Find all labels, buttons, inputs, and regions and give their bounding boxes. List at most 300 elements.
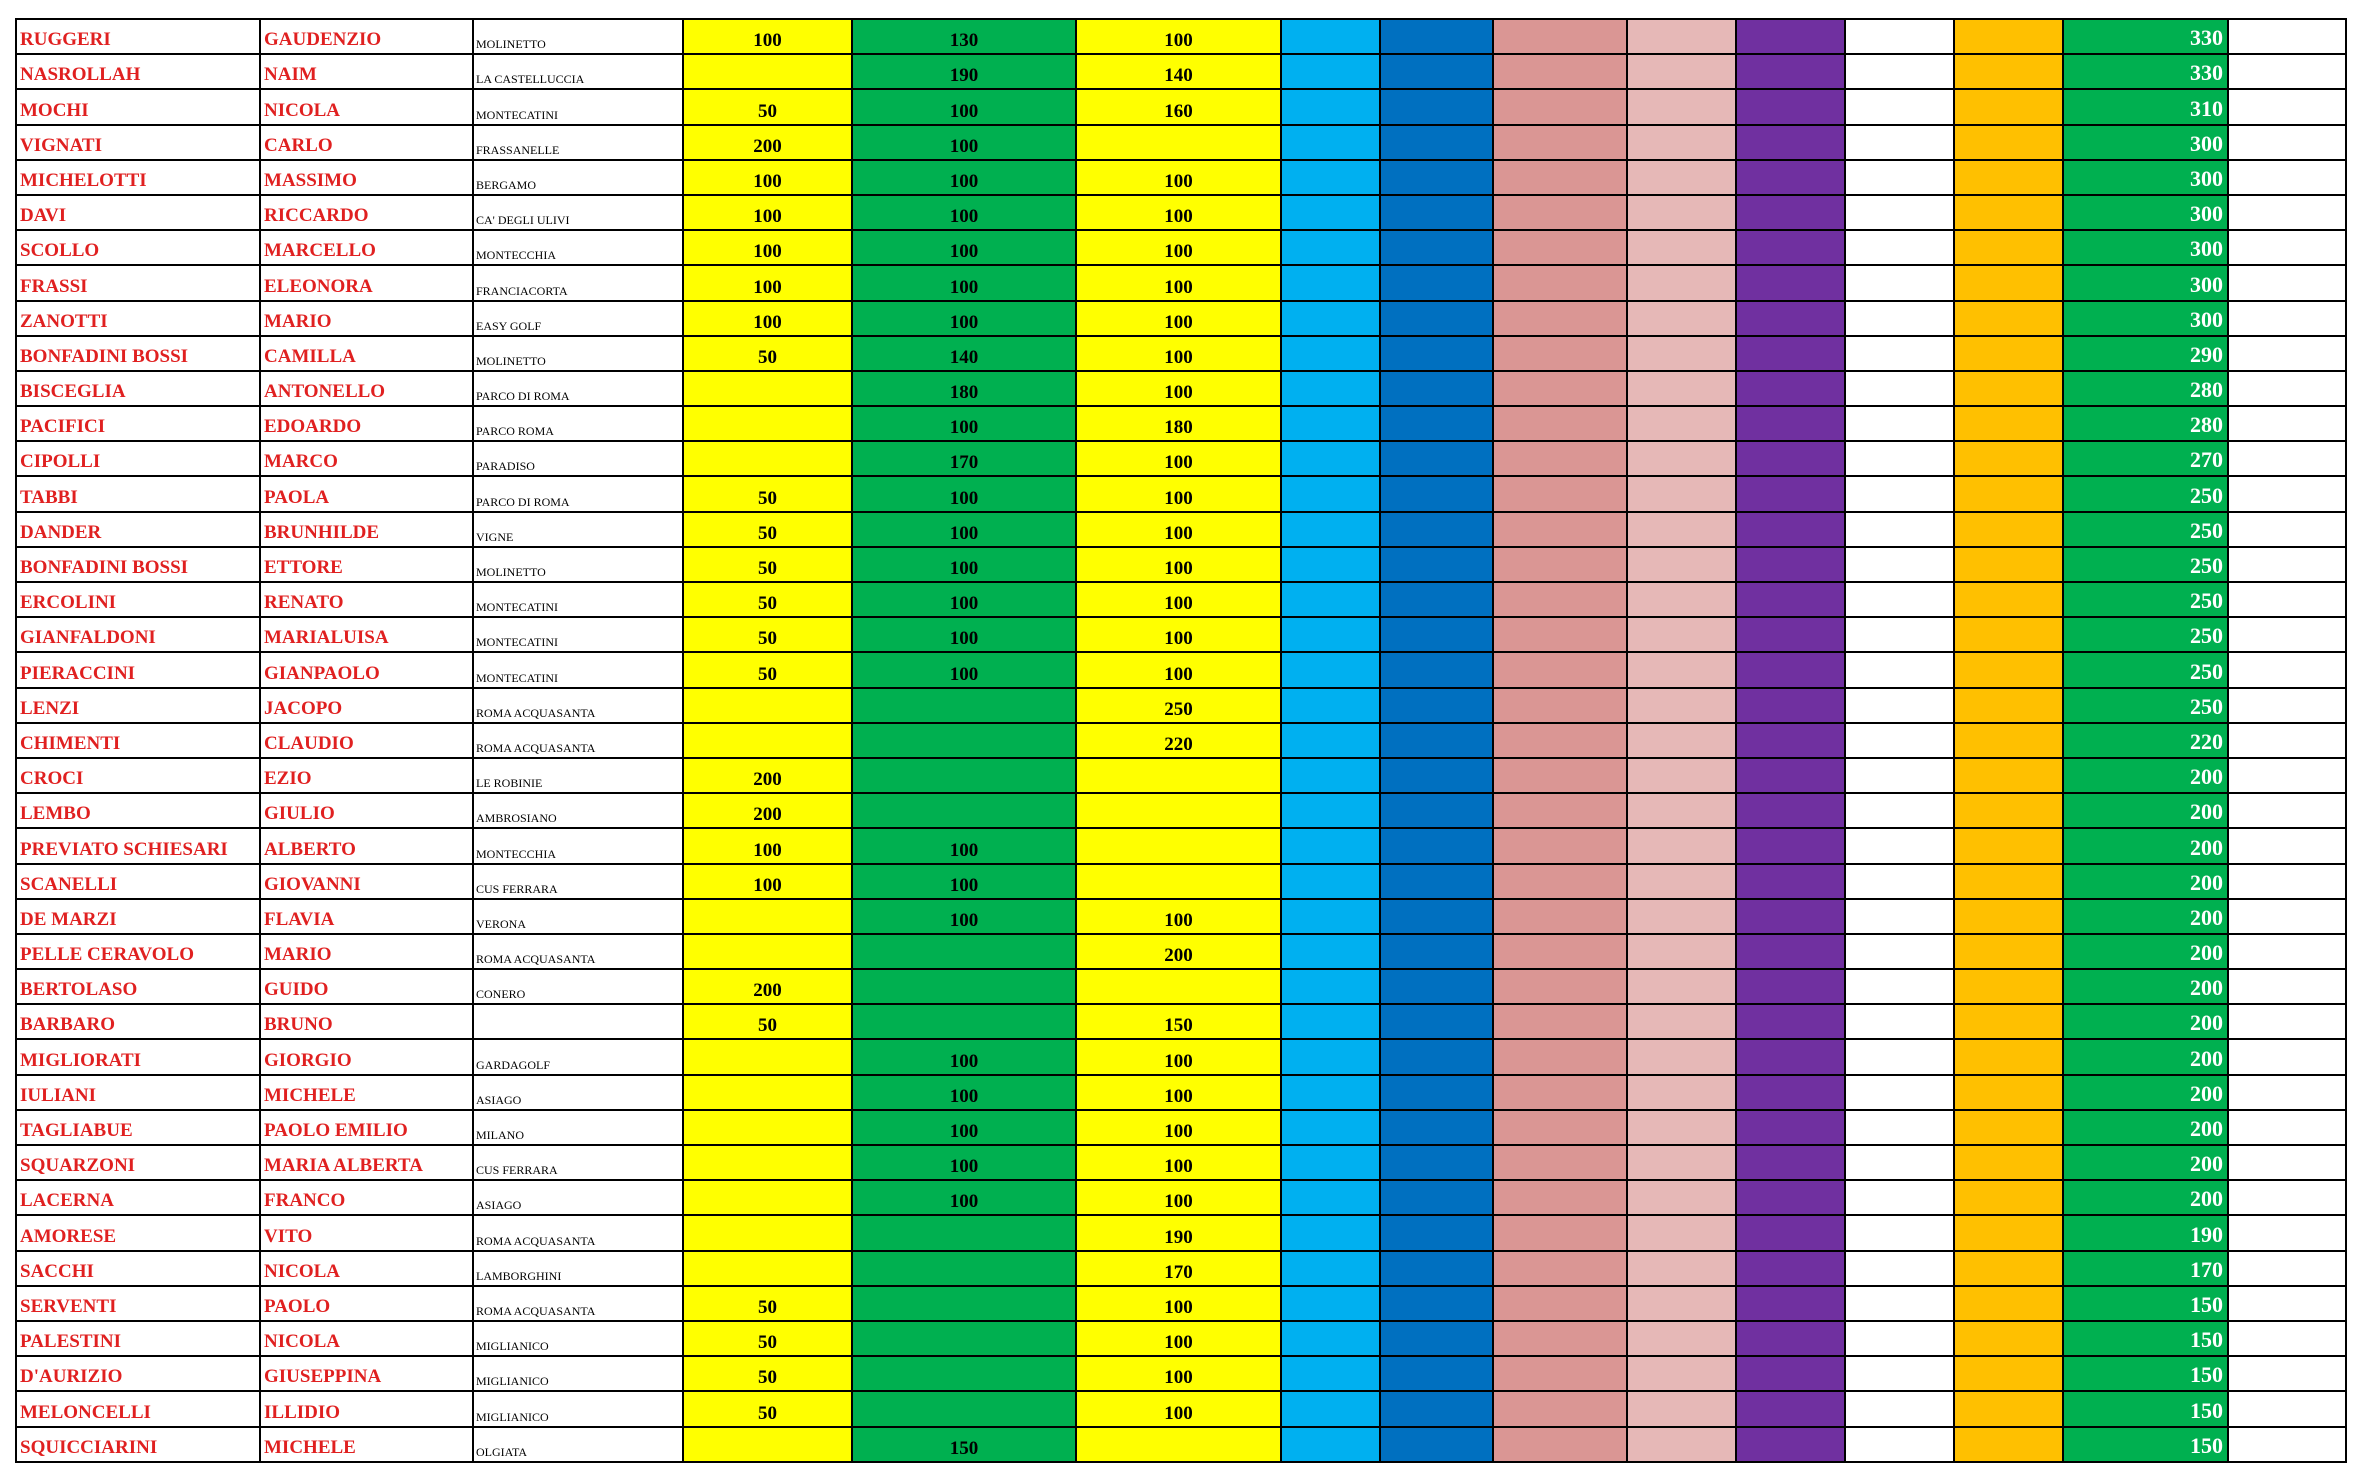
- empty-score-cell[interactable]: [1627, 1145, 1736, 1180]
- empty-cell[interactable]: [2228, 828, 2346, 863]
- empty-score-cell[interactable]: [1281, 1215, 1380, 1250]
- empty-score-cell[interactable]: [1954, 899, 2063, 934]
- empty-score-cell[interactable]: [1493, 125, 1627, 160]
- total-cell[interactable]: 250: [2063, 688, 2228, 723]
- last-name-cell[interactable]: GIANFALDONI: [16, 617, 260, 652]
- empty-score-cell[interactable]: [1281, 54, 1380, 89]
- empty-cell[interactable]: [2228, 125, 2346, 160]
- empty-score-cell[interactable]: [1736, 476, 1845, 511]
- total-cell[interactable]: 190: [2063, 1215, 2228, 1250]
- score-cell-2[interactable]: 100: [852, 230, 1076, 265]
- last-name-cell[interactable]: LEMBO: [16, 793, 260, 828]
- empty-cell[interactable]: [2228, 652, 2346, 687]
- empty-score-cell[interactable]: [1845, 230, 1954, 265]
- club-cell[interactable]: PARCO ROMA: [473, 406, 683, 441]
- score-cell-1[interactable]: 50: [683, 1004, 852, 1039]
- club-cell[interactable]: FRANCIACORTA: [473, 265, 683, 300]
- score-cell-2[interactable]: 100: [852, 899, 1076, 934]
- empty-score-cell[interactable]: [1627, 336, 1736, 371]
- club-cell[interactable]: MONTECATINI: [473, 89, 683, 124]
- empty-score-cell[interactable]: [1627, 547, 1736, 582]
- empty-cell[interactable]: [2228, 265, 2346, 300]
- score-cell-2[interactable]: 100: [852, 476, 1076, 511]
- score-cell-2[interactable]: 150: [852, 1427, 1076, 1462]
- empty-score-cell[interactable]: [1627, 1321, 1736, 1356]
- first-name-cell[interactable]: CLAUDIO: [260, 723, 473, 758]
- empty-score-cell[interactable]: [1954, 1286, 2063, 1321]
- empty-score-cell[interactable]: [1845, 195, 1954, 230]
- empty-score-cell[interactable]: [1954, 265, 2063, 300]
- score-cell-3[interactable]: [1076, 969, 1281, 1004]
- score-cell-1[interactable]: [683, 371, 852, 406]
- score-cell-1[interactable]: 50: [683, 512, 852, 547]
- total-cell[interactable]: 330: [2063, 54, 2228, 89]
- empty-score-cell[interactable]: [1736, 969, 1845, 1004]
- empty-score-cell[interactable]: [1493, 617, 1627, 652]
- club-cell[interactable]: MONTECATINI: [473, 582, 683, 617]
- score-cell-3[interactable]: 100: [1076, 1356, 1281, 1391]
- score-cell-3[interactable]: 220: [1076, 723, 1281, 758]
- empty-score-cell[interactable]: [1380, 547, 1493, 582]
- empty-score-cell[interactable]: [1281, 828, 1380, 863]
- empty-cell[interactable]: [2228, 195, 2346, 230]
- score-cell-1[interactable]: [683, 934, 852, 969]
- score-cell-3[interactable]: 100: [1076, 1321, 1281, 1356]
- score-cell-2[interactable]: 100: [852, 265, 1076, 300]
- empty-score-cell[interactable]: [1380, 969, 1493, 1004]
- empty-score-cell[interactable]: [1380, 828, 1493, 863]
- empty-score-cell[interactable]: [1493, 1075, 1627, 1110]
- last-name-cell[interactable]: MICHELOTTI: [16, 160, 260, 195]
- score-cell-1[interactable]: 200: [683, 758, 852, 793]
- total-cell[interactable]: 200: [2063, 793, 2228, 828]
- score-cell-3[interactable]: 100: [1076, 1286, 1281, 1321]
- score-cell-3[interactable]: 140: [1076, 54, 1281, 89]
- empty-score-cell[interactable]: [1493, 969, 1627, 1004]
- empty-score-cell[interactable]: [1281, 512, 1380, 547]
- empty-score-cell[interactable]: [1736, 793, 1845, 828]
- total-cell[interactable]: 150: [2063, 1391, 2228, 1426]
- empty-cell[interactable]: [2228, 19, 2346, 54]
- empty-score-cell[interactable]: [1493, 1145, 1627, 1180]
- score-cell-2[interactable]: 100: [852, 582, 1076, 617]
- empty-score-cell[interactable]: [1493, 1391, 1627, 1426]
- club-cell[interactable]: MONTECATINI: [473, 652, 683, 687]
- empty-score-cell[interactable]: [1845, 934, 1954, 969]
- empty-score-cell[interactable]: [1627, 195, 1736, 230]
- empty-cell[interactable]: [2228, 1039, 2346, 1074]
- empty-score-cell[interactable]: [1954, 547, 2063, 582]
- score-cell-3[interactable]: 190: [1076, 1215, 1281, 1250]
- empty-score-cell[interactable]: [1954, 1039, 2063, 1074]
- empty-score-cell[interactable]: [1281, 617, 1380, 652]
- score-cell-1[interactable]: [683, 723, 852, 758]
- empty-score-cell[interactable]: [1627, 828, 1736, 863]
- empty-score-cell[interactable]: [1380, 371, 1493, 406]
- empty-score-cell[interactable]: [1954, 406, 2063, 441]
- empty-score-cell[interactable]: [1380, 652, 1493, 687]
- empty-cell[interactable]: [2228, 547, 2346, 582]
- empty-score-cell[interactable]: [1954, 793, 2063, 828]
- score-cell-2[interactable]: 100: [852, 195, 1076, 230]
- empty-score-cell[interactable]: [1380, 1039, 1493, 1074]
- score-cell-2[interactable]: 100: [852, 652, 1076, 687]
- empty-score-cell[interactable]: [1380, 1004, 1493, 1039]
- first-name-cell[interactable]: FRANCO: [260, 1180, 473, 1215]
- total-cell[interactable]: 170: [2063, 1251, 2228, 1286]
- empty-score-cell[interactable]: [1845, 828, 1954, 863]
- empty-score-cell[interactable]: [1493, 1427, 1627, 1462]
- empty-score-cell[interactable]: [1736, 899, 1845, 934]
- empty-score-cell[interactable]: [1281, 19, 1380, 54]
- empty-score-cell[interactable]: [1493, 476, 1627, 511]
- empty-cell[interactable]: [2228, 54, 2346, 89]
- total-cell[interactable]: 290: [2063, 336, 2228, 371]
- score-cell-3[interactable]: 100: [1076, 1180, 1281, 1215]
- club-cell[interactable]: MONTECCHIA: [473, 230, 683, 265]
- empty-score-cell[interactable]: [1380, 1215, 1493, 1250]
- empty-score-cell[interactable]: [1380, 1145, 1493, 1180]
- empty-score-cell[interactable]: [1380, 1075, 1493, 1110]
- last-name-cell[interactable]: SQUICCIARINI: [16, 1427, 260, 1462]
- empty-score-cell[interactable]: [1281, 301, 1380, 336]
- empty-score-cell[interactable]: [1281, 1286, 1380, 1321]
- score-cell-1[interactable]: [683, 1251, 852, 1286]
- empty-score-cell[interactable]: [1954, 723, 2063, 758]
- empty-score-cell[interactable]: [1493, 652, 1627, 687]
- empty-cell[interactable]: [2228, 688, 2346, 723]
- empty-score-cell[interactable]: [1493, 582, 1627, 617]
- empty-cell[interactable]: [2228, 1004, 2346, 1039]
- first-name-cell[interactable]: MICHELE: [260, 1075, 473, 1110]
- empty-score-cell[interactable]: [1845, 89, 1954, 124]
- score-cell-1[interactable]: 100: [683, 160, 852, 195]
- club-cell[interactable]: PARCO DI ROMA: [473, 371, 683, 406]
- total-cell[interactable]: 200: [2063, 864, 2228, 899]
- first-name-cell[interactable]: GIANPAOLO: [260, 652, 473, 687]
- empty-score-cell[interactable]: [1281, 1145, 1380, 1180]
- last-name-cell[interactable]: NASROLLAH: [16, 54, 260, 89]
- empty-score-cell[interactable]: [1845, 864, 1954, 899]
- empty-score-cell[interactable]: [1281, 1251, 1380, 1286]
- empty-score-cell[interactable]: [1281, 89, 1380, 124]
- club-cell[interactable]: CUS FERRARA: [473, 1145, 683, 1180]
- empty-cell[interactable]: [2228, 969, 2346, 1004]
- last-name-cell[interactable]: TAGLIABUE: [16, 1110, 260, 1145]
- score-cell-3[interactable]: 200: [1076, 934, 1281, 969]
- empty-score-cell[interactable]: [1845, 1180, 1954, 1215]
- empty-score-cell[interactable]: [1954, 1180, 2063, 1215]
- empty-score-cell[interactable]: [1380, 688, 1493, 723]
- score-cell-1[interactable]: [683, 406, 852, 441]
- empty-score-cell[interactable]: [1493, 547, 1627, 582]
- empty-score-cell[interactable]: [1845, 1251, 1954, 1286]
- empty-score-cell[interactable]: [1845, 476, 1954, 511]
- club-cell[interactable]: AMBROSIANO: [473, 793, 683, 828]
- total-cell[interactable]: 200: [2063, 758, 2228, 793]
- empty-score-cell[interactable]: [1380, 793, 1493, 828]
- empty-score-cell[interactable]: [1954, 371, 2063, 406]
- score-cell-1[interactable]: 100: [683, 301, 852, 336]
- score-cell-1[interactable]: 50: [683, 617, 852, 652]
- club-cell[interactable]: CUS FERRARA: [473, 864, 683, 899]
- empty-score-cell[interactable]: [1281, 1391, 1380, 1426]
- empty-score-cell[interactable]: [1493, 1321, 1627, 1356]
- empty-score-cell[interactable]: [1845, 1391, 1954, 1426]
- score-cell-1[interactable]: 100: [683, 265, 852, 300]
- empty-score-cell[interactable]: [1954, 828, 2063, 863]
- score-cell-2[interactable]: 100: [852, 301, 1076, 336]
- empty-score-cell[interactable]: [1954, 934, 2063, 969]
- first-name-cell[interactable]: MARCO: [260, 441, 473, 476]
- total-cell[interactable]: 280: [2063, 406, 2228, 441]
- club-cell[interactable]: FRASSANELLE: [473, 125, 683, 160]
- total-cell[interactable]: 330: [2063, 19, 2228, 54]
- empty-score-cell[interactable]: [1380, 582, 1493, 617]
- score-cell-2[interactable]: 100: [852, 1039, 1076, 1074]
- empty-score-cell[interactable]: [1954, 1321, 2063, 1356]
- empty-score-cell[interactable]: [1736, 1215, 1845, 1250]
- score-cell-3[interactable]: 100: [1076, 1110, 1281, 1145]
- total-cell[interactable]: 300: [2063, 195, 2228, 230]
- score-cell-1[interactable]: 50: [683, 89, 852, 124]
- empty-score-cell[interactable]: [1736, 1110, 1845, 1145]
- empty-score-cell[interactable]: [1380, 1391, 1493, 1426]
- club-cell[interactable]: CA' DEGLI ULIVI: [473, 195, 683, 230]
- empty-cell[interactable]: [2228, 934, 2346, 969]
- total-cell[interactable]: 250: [2063, 652, 2228, 687]
- empty-score-cell[interactable]: [1493, 301, 1627, 336]
- first-name-cell[interactable]: NAIM: [260, 54, 473, 89]
- score-cell-1[interactable]: [683, 54, 852, 89]
- club-cell[interactable]: ROMA ACQUASANTA: [473, 723, 683, 758]
- empty-cell[interactable]: [2228, 301, 2346, 336]
- empty-score-cell[interactable]: [1954, 54, 2063, 89]
- first-name-cell[interactable]: MARIALUISA: [260, 617, 473, 652]
- total-cell[interactable]: 250: [2063, 476, 2228, 511]
- first-name-cell[interactable]: GIORGIO: [260, 1039, 473, 1074]
- empty-score-cell[interactable]: [1493, 336, 1627, 371]
- empty-score-cell[interactable]: [1736, 828, 1845, 863]
- empty-score-cell[interactable]: [1954, 230, 2063, 265]
- first-name-cell[interactable]: NICOLA: [260, 1251, 473, 1286]
- total-cell[interactable]: 150: [2063, 1427, 2228, 1462]
- empty-score-cell[interactable]: [1845, 969, 1954, 1004]
- score-cell-3[interactable]: 100: [1076, 371, 1281, 406]
- empty-score-cell[interactable]: [1493, 1004, 1627, 1039]
- empty-score-cell[interactable]: [1736, 1075, 1845, 1110]
- total-cell[interactable]: 250: [2063, 547, 2228, 582]
- total-cell[interactable]: 200: [2063, 828, 2228, 863]
- first-name-cell[interactable]: GIOVANNI: [260, 864, 473, 899]
- first-name-cell[interactable]: CARLO: [260, 125, 473, 160]
- score-cell-3[interactable]: 160: [1076, 89, 1281, 124]
- last-name-cell[interactable]: BARBARO: [16, 1004, 260, 1039]
- score-cell-2[interactable]: 100: [852, 1075, 1076, 1110]
- score-cell-3[interactable]: 100: [1076, 899, 1281, 934]
- empty-score-cell[interactable]: [1380, 336, 1493, 371]
- empty-score-cell[interactable]: [1281, 160, 1380, 195]
- empty-score-cell[interactable]: [1954, 758, 2063, 793]
- empty-score-cell[interactable]: [1493, 265, 1627, 300]
- first-name-cell[interactable]: BRUNHILDE: [260, 512, 473, 547]
- empty-score-cell[interactable]: [1627, 1215, 1736, 1250]
- score-cell-3[interactable]: 100: [1076, 652, 1281, 687]
- first-name-cell[interactable]: MICHELE: [260, 1427, 473, 1462]
- first-name-cell[interactable]: PAOLO EMILIO: [260, 1110, 473, 1145]
- empty-score-cell[interactable]: [1627, 89, 1736, 124]
- score-cell-2[interactable]: [852, 1004, 1076, 1039]
- empty-score-cell[interactable]: [1954, 1215, 2063, 1250]
- empty-score-cell[interactable]: [1493, 160, 1627, 195]
- empty-score-cell[interactable]: [1627, 617, 1736, 652]
- empty-score-cell[interactable]: [1627, 864, 1736, 899]
- first-name-cell[interactable]: ETTORE: [260, 547, 473, 582]
- empty-cell[interactable]: [2228, 1110, 2346, 1145]
- empty-score-cell[interactable]: [1493, 230, 1627, 265]
- empty-score-cell[interactable]: [1845, 441, 1954, 476]
- club-cell[interactable]: LA CASTELLUCCIA: [473, 54, 683, 89]
- empty-cell[interactable]: [2228, 406, 2346, 441]
- empty-cell[interactable]: [2228, 617, 2346, 652]
- score-cell-3[interactable]: 100: [1076, 1391, 1281, 1426]
- club-cell[interactable]: MONTECATINI: [473, 617, 683, 652]
- club-cell[interactable]: OLGIATA: [473, 1427, 683, 1462]
- score-cell-3[interactable]: 100: [1076, 441, 1281, 476]
- empty-score-cell[interactable]: [1845, 617, 1954, 652]
- empty-score-cell[interactable]: [1954, 336, 2063, 371]
- empty-score-cell[interactable]: [1627, 19, 1736, 54]
- score-cell-3[interactable]: 100: [1076, 1075, 1281, 1110]
- total-cell[interactable]: 200: [2063, 1110, 2228, 1145]
- last-name-cell[interactable]: FRASSI: [16, 265, 260, 300]
- empty-score-cell[interactable]: [1281, 1004, 1380, 1039]
- empty-cell[interactable]: [2228, 1391, 2346, 1426]
- empty-score-cell[interactable]: [1845, 688, 1954, 723]
- total-cell[interactable]: 300: [2063, 125, 2228, 160]
- total-cell[interactable]: 280: [2063, 371, 2228, 406]
- score-cell-1[interactable]: 50: [683, 652, 852, 687]
- total-cell[interactable]: 200: [2063, 899, 2228, 934]
- empty-score-cell[interactable]: [1954, 89, 2063, 124]
- score-cell-3[interactable]: [1076, 828, 1281, 863]
- empty-score-cell[interactable]: [1493, 899, 1627, 934]
- empty-score-cell[interactable]: [1845, 1321, 1954, 1356]
- empty-score-cell[interactable]: [1845, 406, 1954, 441]
- first-name-cell[interactable]: MARCELLO: [260, 230, 473, 265]
- score-cell-1[interactable]: [683, 1145, 852, 1180]
- total-cell[interactable]: 200: [2063, 1075, 2228, 1110]
- empty-score-cell[interactable]: [1380, 864, 1493, 899]
- first-name-cell[interactable]: EDOARDO: [260, 406, 473, 441]
- empty-score-cell[interactable]: [1380, 899, 1493, 934]
- empty-score-cell[interactable]: [1380, 1427, 1493, 1462]
- empty-score-cell[interactable]: [1281, 652, 1380, 687]
- empty-cell[interactable]: [2228, 1180, 2346, 1215]
- empty-score-cell[interactable]: [1493, 1039, 1627, 1074]
- first-name-cell[interactable]: GIULIO: [260, 793, 473, 828]
- total-cell[interactable]: 270: [2063, 441, 2228, 476]
- score-cell-3[interactable]: 100: [1076, 301, 1281, 336]
- empty-score-cell[interactable]: [1954, 1075, 2063, 1110]
- score-cell-1[interactable]: 50: [683, 336, 852, 371]
- score-cell-2[interactable]: 100: [852, 547, 1076, 582]
- last-name-cell[interactable]: PIERACCINI: [16, 652, 260, 687]
- empty-score-cell[interactable]: [1627, 1110, 1736, 1145]
- score-cell-1[interactable]: 50: [683, 582, 852, 617]
- score-cell-2[interactable]: 100: [852, 512, 1076, 547]
- first-name-cell[interactable]: CAMILLA: [260, 336, 473, 371]
- empty-score-cell[interactable]: [1627, 265, 1736, 300]
- empty-score-cell[interactable]: [1380, 476, 1493, 511]
- empty-score-cell[interactable]: [1736, 301, 1845, 336]
- empty-score-cell[interactable]: [1627, 371, 1736, 406]
- empty-score-cell[interactable]: [1954, 441, 2063, 476]
- empty-score-cell[interactable]: [1845, 54, 1954, 89]
- club-cell[interactable]: MOLINETTO: [473, 547, 683, 582]
- club-cell[interactable]: GARDAGOLF: [473, 1039, 683, 1074]
- empty-cell[interactable]: [2228, 1321, 2346, 1356]
- total-cell[interactable]: 250: [2063, 582, 2228, 617]
- club-cell[interactable]: LAMBORGHINI: [473, 1251, 683, 1286]
- last-name-cell[interactable]: BONFADINI BOSSI: [16, 336, 260, 371]
- empty-score-cell[interactable]: [1380, 758, 1493, 793]
- empty-score-cell[interactable]: [1281, 899, 1380, 934]
- score-cell-3[interactable]: 100: [1076, 476, 1281, 511]
- empty-score-cell[interactable]: [1954, 160, 2063, 195]
- club-cell[interactable]: ROMA ACQUASANTA: [473, 688, 683, 723]
- empty-score-cell[interactable]: [1281, 969, 1380, 1004]
- score-cell-2[interactable]: [852, 934, 1076, 969]
- empty-score-cell[interactable]: [1380, 89, 1493, 124]
- empty-score-cell[interactable]: [1736, 160, 1845, 195]
- empty-score-cell[interactable]: [1493, 89, 1627, 124]
- empty-score-cell[interactable]: [1954, 1110, 2063, 1145]
- empty-score-cell[interactable]: [1845, 899, 1954, 934]
- empty-cell[interactable]: [2228, 160, 2346, 195]
- score-cell-3[interactable]: 100: [1076, 230, 1281, 265]
- last-name-cell[interactable]: MIGLIORATI: [16, 1039, 260, 1074]
- club-cell[interactable]: MIGLIANICO: [473, 1321, 683, 1356]
- score-cell-3[interactable]: 100: [1076, 617, 1281, 652]
- empty-score-cell[interactable]: [1845, 582, 1954, 617]
- score-cell-2[interactable]: 130: [852, 19, 1076, 54]
- total-cell[interactable]: 200: [2063, 1180, 2228, 1215]
- empty-score-cell[interactable]: [1736, 582, 1845, 617]
- last-name-cell[interactable]: DANDER: [16, 512, 260, 547]
- empty-score-cell[interactable]: [1736, 54, 1845, 89]
- last-name-cell[interactable]: D'AURIZIO: [16, 1356, 260, 1391]
- score-cell-3[interactable]: [1076, 864, 1281, 899]
- last-name-cell[interactable]: SCANELLI: [16, 864, 260, 899]
- empty-score-cell[interactable]: [1845, 1004, 1954, 1039]
- score-cell-3[interactable]: [1076, 1427, 1281, 1462]
- club-cell[interactable]: MIGLIANICO: [473, 1391, 683, 1426]
- score-cell-2[interactable]: 100: [852, 406, 1076, 441]
- total-cell[interactable]: 150: [2063, 1286, 2228, 1321]
- empty-score-cell[interactable]: [1954, 1145, 2063, 1180]
- last-name-cell[interactable]: PACIFICI: [16, 406, 260, 441]
- empty-score-cell[interactable]: [1627, 1039, 1736, 1074]
- last-name-cell[interactable]: SACCHI: [16, 1251, 260, 1286]
- empty-score-cell[interactable]: [1380, 723, 1493, 758]
- empty-score-cell[interactable]: [1281, 125, 1380, 160]
- first-name-cell[interactable]: BRUNO: [260, 1004, 473, 1039]
- empty-score-cell[interactable]: [1736, 1321, 1845, 1356]
- empty-score-cell[interactable]: [1736, 934, 1845, 969]
- empty-cell[interactable]: [2228, 336, 2346, 371]
- score-cell-3[interactable]: 100: [1076, 1145, 1281, 1180]
